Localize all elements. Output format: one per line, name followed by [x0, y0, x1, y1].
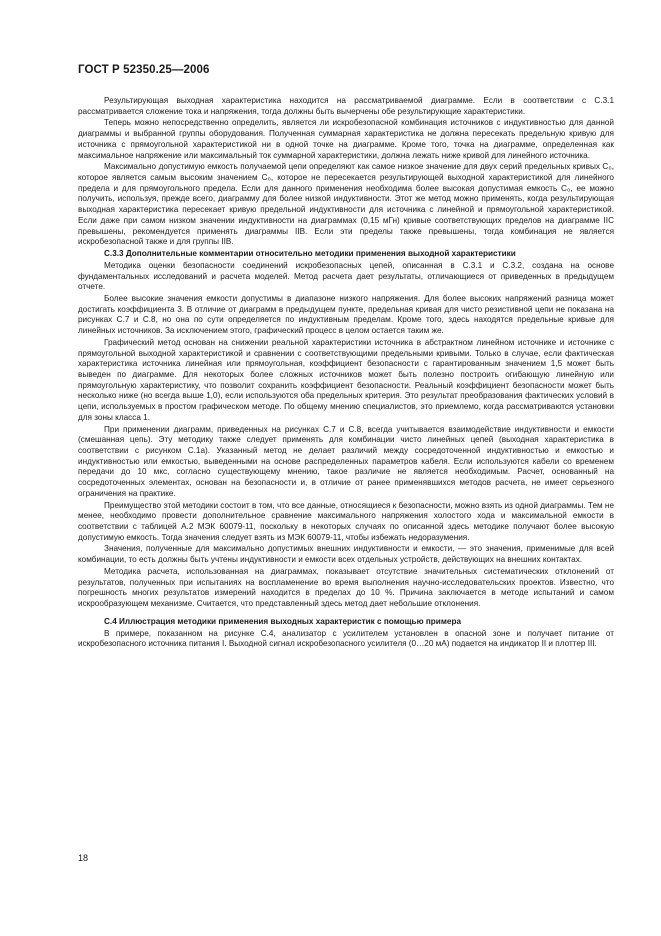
paragraph: При применении диаграмм, приведенных на рисунках С.7 и С.8, всегда учитывается взаимодействие индуктивности и емкости (смешанная цепь). Эту методику также следует применять для комбинации чисто линейных цепей (выходная характеристика в соответствии с рисунком С.1а). Указанный метод не делает различий между сосредоточенной индуктивностью и емкостью и индуктивностью или емкостью, выведенными на основе распределенных параметров кабеля. Если используются кабели со временем передачи до 10 мкс, согласно существующему мнению, такое различие не является необходимым. Расчет, основанный на сосредоточенных элементах, основан на безопасности и, в отличие от ранее применявшихся методов расчета, не имеет серьезного ограничения на практике.: [78, 424, 614, 498]
paragraph: В примере, показанном на рисунке С.4, анализатор с усилителем установлен в опасной зоне и получает питание от искробезопасного источника питания I. Выходной сигнал искробезопасного усилителя (0…20 мА) подается на индикатор II и плоттер III.: [78, 628, 614, 649]
page-body: [78, 96, 614, 651]
paragraph: Значения, полученные для максимально допустимых внешних индуктивности и емкости, — это значения, применимые для всей комбинации, то есть должны быть учтены индуктивности и емкости всех отдельных устройств, действующих на внешних контактах.: [78, 544, 614, 565]
standard-header: ГОСТ Р 52350.25—2006: [78, 64, 210, 76]
paragraph: Методика расчета, использованная на диаграммах, показывает отсутствие значительных систематических отклонений от результатов, полученных при испытаниях на воспламенение во время выполнения научно-исследовательских проектов. Известно, что погрешность многих результатов измерений находится в пределах до 10 %. Причина заключается в методе испытаний и самом искрообразующем механизме. Считается, что представленный здесь метод дает небольшие отклонения.: [78, 566, 614, 609]
paragraph: Более высокие значения емкости допустимы в диапазоне низкого напряжения. Для более высоких напряжений разница может достигать коэффициента 3. В отличие от диаграмм в предыдущем пункте, предельная кривая для чисто резистивной цепи не показана на рисунках С.7 и С.8, но она по сути определяется по индуктивным пределам. Кроме того, здесь находятся предельные кривые для линейных источников. За исключением этого, графический процесс в целом остается таким же.: [78, 293, 614, 336]
paragraph: Методика оценки безопасности соединений искробезопасных цепей, описанная в С.3.1 и С.3.2, создана на основе фундаментальных исследований и расчета моделей. Метод расчета дает результаты, отличающиеся от приведенных в предыдущем отчете.: [78, 260, 614, 292]
section-heading-c33: С.3.3 Дополнительные комментарии относительно методики применения выходной характеристики: [104, 249, 516, 259]
paragraph: Графический метод основан на снижении реальной характеристики источника в абстрактном линейном источнике и источнике с прямоугольной выходной характеристикой и сравнении с соответствующими предельными кривыми. Только в случае, если фактическая характеристика источника линейная или прямоугольная, коэффициент безопасности с гарантированным значением 1,5 может быть выведен по диаграмме. Для некоторых более сложных источников может быть полезно построить огибающую линейную или прямоугольную характеристику, что позволит сохранить коэффициент безопасности. Реальный коэффициент безопасности может быть несколько ниже (но всегда выше 1,0), если используются оба предельных критерия. Это результат преобразования фактических условий в цепи, используемых в простом графическом методе. По общему мнению специалистов, это приемлемо, когда рассматриваются установки для зоны класса 1.: [78, 337, 614, 422]
paragraph: Теперь можно непосредственно определить, является ли искробезопасной комбинация источников с индуктивностью для данной диаграммы и выбранной группы оборудования. Полученная суммарная характеристика не должна пересекать предельную кривую для источника с прямоугольной характеристикой ни в одной точке на диаграмме. Кроме того, точка на диаграмме, определенная как максимальное напряжение или максимальный ток суммарной характеристики, должна лежать ниже кривой для линейного источника.: [78, 118, 614, 160]
section-heading-c4: С.4 Иллюстрация методики применения выходных характеристик с помощью примера: [104, 616, 462, 626]
page-number: 18: [78, 853, 89, 863]
paragraph: Максимально допустимую емкость получаемой цепи определяют как самое низкое значение для двух серий предельных кривых С₀, которое является самым высоким значением С₀, которое не пересекается результирующей выходной характеристикой для линейного предела и для прямоугольного предела. Если для данного применения необходима более высокая допустимая емкость С₀, ее можно получить, используя, прежде всего, диаграмму для более низкой индуктивности. Этот же метод можно применять, когда результирующая выходная характеристика пересекает кривую предельной индуктивности для источника с линейной и прямоугольной характеристикой. Если даже при самом низком значении индуктивности на диаграммах (0,15 мГн) кривые соответствующих пределов на диаграмме IIС превышены, рекомендуется применять диаграммы IIВ. Если эти пределы также превышены, тогда комбинация не является искробезопасной также и для группы IIВ.: [78, 162, 614, 247]
paragraph: Результирующая выходная характеристика находится на рассматриваемой диаграмме. Если в соответствии с С.3.1 рассматривается сложение тока и напряжения, тогда должны быть вычерчены обе результирующие характеристики.: [78, 96, 614, 116]
paragraph: Преимущество этой методики состоит в том, что все данные, относящиеся к безопасности, можно взять из одной диаграммы. Тем не менее, необходимо провести дополнительное сравнение максимального напряжения холостого хода и максимальной емкости в соответствии с таблицей А.2 МЭК 60079-11, поскольку в некоторых случаях по описанной здесь методике получают более высокую допустимую емкость. Тогда значения следует взять из МЭК 60079-11, чтобы избежать недоразумения.: [78, 500, 614, 542]
